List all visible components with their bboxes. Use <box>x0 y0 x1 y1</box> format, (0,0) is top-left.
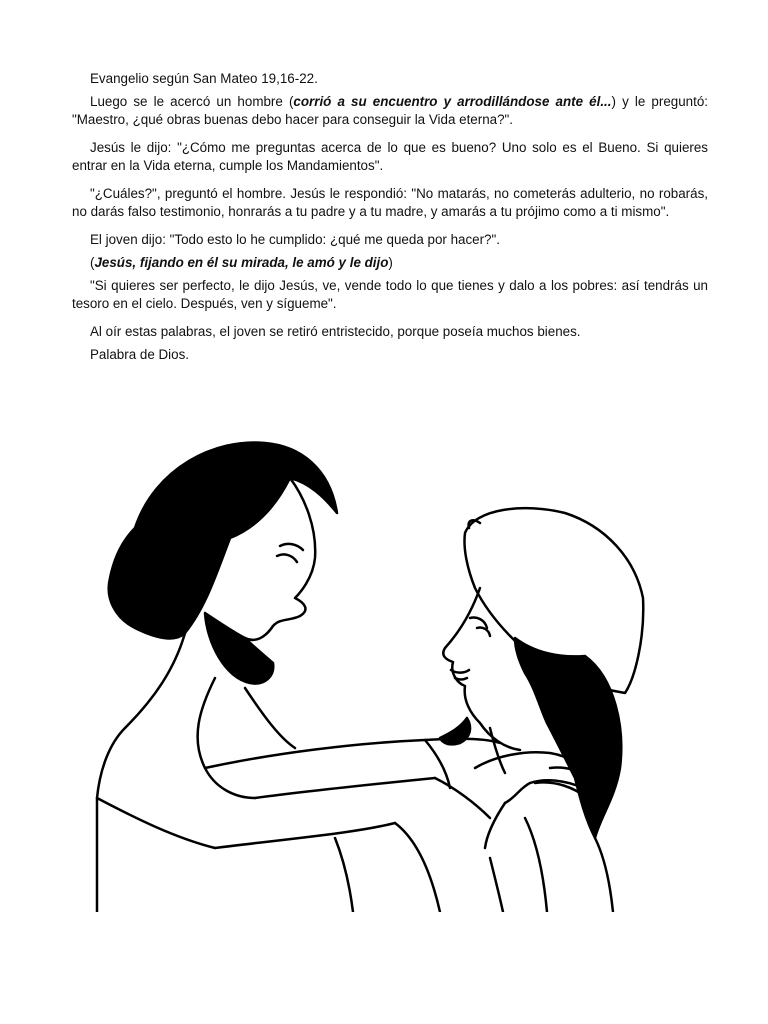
paragraph-1-emphasis: corrió a su encuentro y arrodillándose ante él... <box>293 94 612 109</box>
paragraph-5-close: ) <box>388 255 393 270</box>
paragraph-3: "¿Cuáles?", preguntó el hombre. Jesús le respondió: "No matarás, no cometerás adulterio, no robarás, no darás falso testimonio, honrarás a tu padre y a tu madre, y amarás a tu prójimo como a ti mismo". <box>72 186 708 219</box>
gospel-reference: Evangelio según San Mateo 19,16-22. <box>90 71 318 86</box>
closing-line: Palabra de Dios. <box>90 347 189 362</box>
paragraph-2: Jesús le dijo: "¿Cómo me preguntas acerca de lo que es bueno? Uno solo es el Bueno. Si quieres entrar en la Vida eterna, cumple los Mandamientos". <box>72 140 708 173</box>
paragraph-5-open: ( <box>90 255 95 270</box>
jesus-beard <box>205 613 273 684</box>
young-man-face <box>443 588 520 750</box>
young-man-mouth <box>451 670 469 673</box>
jesus-robe <box>97 633 185 912</box>
paragraph-6: "Si quieres ser perfecto, le dijo Jesús, ve, vende todo lo que tienes y dalo a los pobres: así tendrás un tesoro en el cielo. Después, ven y sígueme". <box>72 278 708 311</box>
jesus-eye <box>277 554 297 562</box>
gospel-text <box>72 70 708 374</box>
paragraph-1-start: Luego se le acercó un hombre ( <box>90 94 294 109</box>
young-man-hair <box>515 638 621 838</box>
paragraph-4: El joven dijo: "Todo esto lo he cumplido: ¿qué me queda por hacer?". <box>90 232 500 247</box>
paragraph-1 <box>72 93 708 129</box>
paragraph-5-emphasis: Jesús, fijando en él su mirada, le amó y le dijo <box>94 255 389 270</box>
paragraph-5 <box>72 254 708 272</box>
young-man-goatee <box>440 718 470 744</box>
jesus-and-young-man-illustration <box>95 438 647 912</box>
jesus-hair <box>109 442 337 638</box>
illustration-svg <box>95 438 647 912</box>
paragraph-7: Al oír estas palabras, el joven se retiró entristecido, porque poseía muchos bienes. <box>90 324 581 339</box>
paragraph-1-end: ) y le preguntó: "Maestro, ¿qué obras buenas debo hacer para conseguir la Vida eterna?". <box>72 94 709 127</box>
young-man-eye <box>477 627 490 636</box>
young-man-body <box>490 728 505 773</box>
